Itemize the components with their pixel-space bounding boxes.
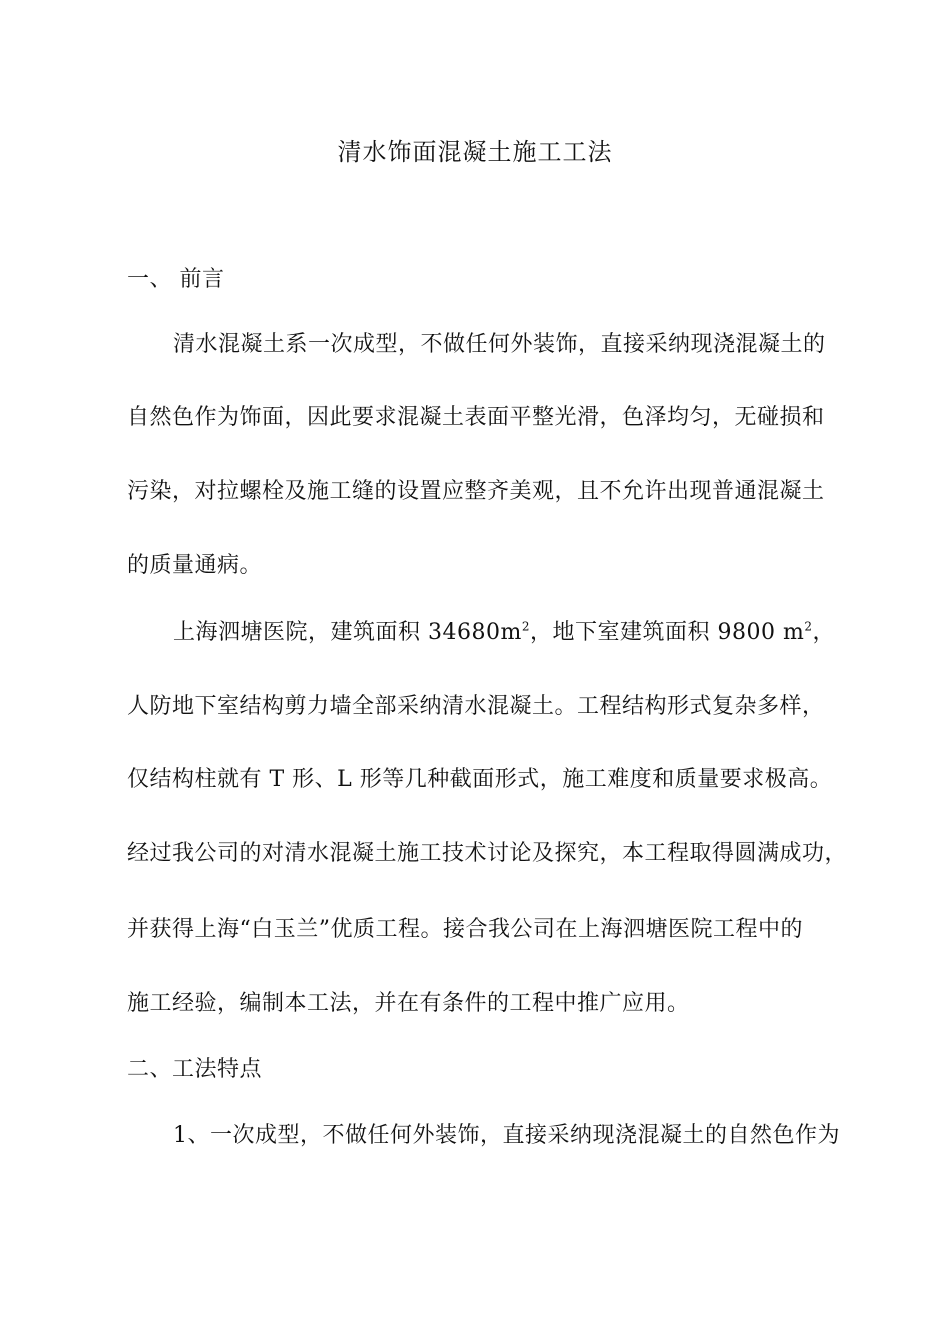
list-item: 1、一次成型，不做任何外装饰，直接采纳现浇混凝土的自然色作为 — [173, 1123, 840, 1148]
area-text-b: ，地下室建筑面积 9800 m — [529, 620, 805, 645]
paragraph-line: 清水混凝土系一次成型，不做任何外装饰，直接采纳现浇混凝土的 — [173, 332, 826, 357]
paragraph-line: 污染，对拉螺栓及施工缝的设置应整齐美观，且不允许出现普通混凝土 — [127, 479, 825, 504]
section-heading-features: 二、工法特点 — [127, 1057, 263, 1082]
paragraph-line: 自然色作为饰面，因此要求混凝土表面平整光滑，色泽均匀，无碰损和 — [127, 405, 825, 430]
paragraph-line: 施工经验，编制本工法，并在有条件的工程中推广应用。 — [127, 991, 690, 1016]
superscript-2: 2 — [521, 619, 530, 634]
section-heading-preface: 一、 前言 — [127, 267, 225, 292]
paragraph-line: 人防地下室结构剪力墙全部采纳清水混凝土。工程结构形式复杂多样， — [127, 694, 825, 719]
paragraph-line: 仅结构柱就有 T 形、L 形等几种截面形式，施工难度和质量要求极高。 — [127, 767, 833, 792]
superscript-2: 2 — [804, 619, 813, 634]
area-text-c: ， — [812, 620, 835, 645]
paragraph-line: 经过我公司的对清水混凝土施工技术讨论及探究，本工程取得圆满成功， — [127, 841, 848, 866]
document-title: 清水饰面混凝土施工工法 — [337, 138, 613, 166]
paragraph-line: 的质量通病。 — [127, 553, 263, 578]
paragraph-line: 并获得上海“白玉兰”优质工程。接合我公司在上海泗塘医院工程中的 — [127, 917, 803, 942]
paragraph-line-area — [173, 619, 835, 647]
area-text-a: 上海泗塘医院，建筑面积 34680m — [173, 620, 522, 645]
